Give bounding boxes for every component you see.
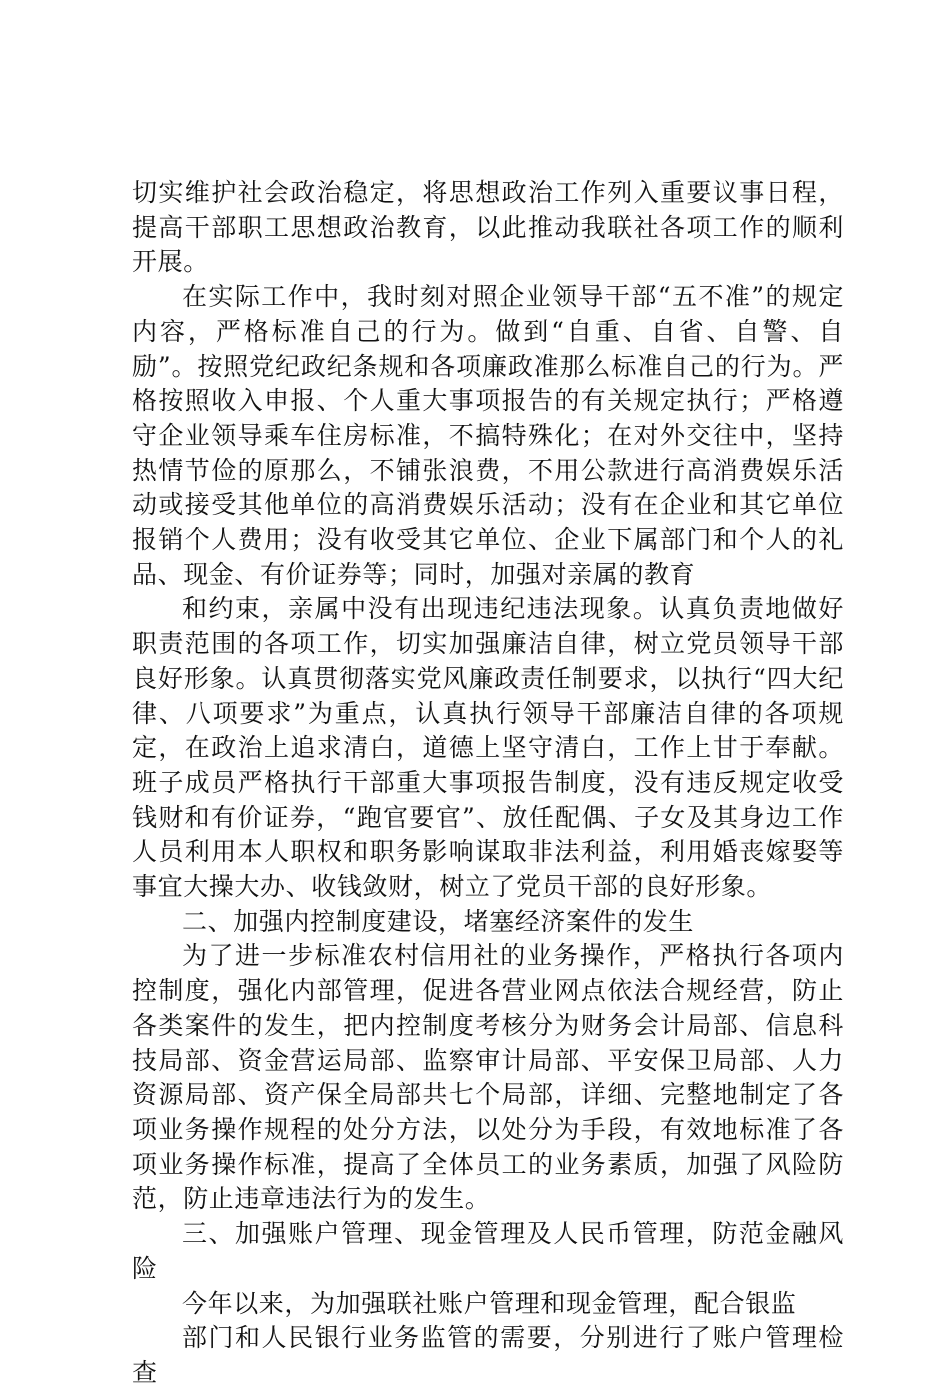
document-body (132, 176, 844, 1391)
paragraph-6: 部门和人民银行业务监管的需要，分别进行了账户管理检查 (132, 1323, 844, 1387)
section-heading-2: 二、加强内控制度建设，堵塞经济案件的发生 (182, 906, 695, 936)
paragraph-3: 和约束，亲属中没有出现违纪违法现象。认真负责地做好职责范围的各项工作，切实加强廉洁自律，树立党员领导干部良好形象。认真贯彻落实党风廉政责任制要求，以执行“四大纪律、八项要求”为重点，认真执行领导干部廉洁自律的各项规定，在政治上追求清白，道德上坚守清白，工作上甘于奉献。班子成员严格执行干部重大事项报告制度，没有违反规定收受钱财和有价证券，“跑官要官”、放任配偶、子女及其身边工作人员利用本人职权和职务影响谋取非法利益，利用婚丧嫁娶等事宜大操大办、收钱敛财，树立了党员干部的良好形象。 (132, 594, 844, 902)
paragraph-2: 在实际工作中，我时刻对照企业领导干部“五不准”的规定内容，严格标准自己的行为。做到“自重、自省、自警、自励”。按照党纪政纪条规和各项廉政准那么标准自己的行为。严格按照收入申报、个人重大事项报告的有关规定执行；严格遵守企业领导乘车住房标准，不搞特殊化；在对外交往中，坚持热情节俭的原那么，不铺张浪费，不用公款进行高消费娱乐活动或接受其他单位的高消费娱乐活动；没有在企业和其它单位报销个人费用；没有收受其它单位、企业下属部门和个人的礼品、现金、有价证券等；同时，加强对亲属的教育 (132, 282, 844, 589)
paragraph-4: 为了进一步标准农村信用社的业务操作，严格执行各项内控制度，强化内部管理，促进各营业网点依法合规经营，防止各类案件的发生，把内控制度考核分为财务会计局部、信息科技局部、资金营运局部、监察审计局部、平安保卫局部、人力资源局部、资产保全局部共七个局部，详细、完整地制定了各项业务操作规程的处分方法，以处分为手段，有效地标准了各项业务操作标准，提高了全体员工的业务素质，加强了风险防范，防止违章违法行为的发生。 (132, 941, 844, 1214)
section-heading-3: 三、加强账户管理、现金管理及人民币管理，防范金融风险 (132, 1219, 844, 1283)
paragraph-5: 今年以来，为加强联社账户管理和现金管理，配合银监 (182, 1288, 797, 1318)
paragraph-1: 切实维护社会政治稳定，将思想政治工作列入重要议事日程，提高干部职工思想政治教育，以此推动我联社各项工作的顺利开展。 (132, 178, 844, 277)
